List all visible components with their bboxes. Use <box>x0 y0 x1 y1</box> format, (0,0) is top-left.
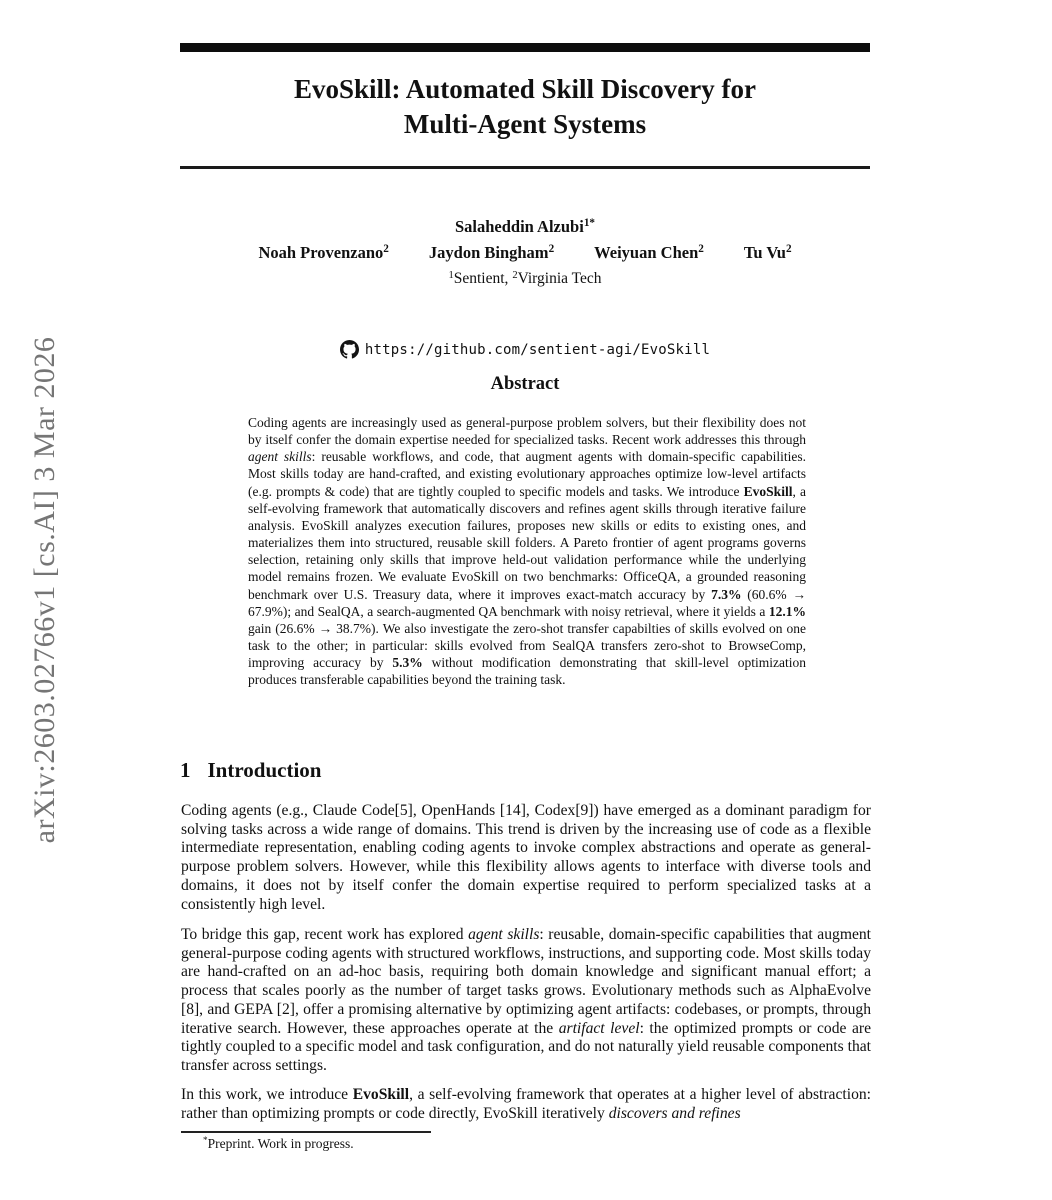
section-heading-introduction <box>180 758 321 783</box>
section-number: 1 <box>180 758 191 782</box>
footnote-rule <box>181 1131 431 1133</box>
intro-paragraph-3: In this work, we introduce EvoSkill, a self-evolving framework that operates at a higher level of abstraction: rather than optimizing prompts or code directly, EvoSkill iteratively discovers and refines <box>181 1086 871 1122</box>
abstract-heading: Abstract <box>490 374 560 394</box>
intro-paragraph-1: Coding agents (e.g., Claude Code[5], OpenHands [14], Codex[9]) have emerged as a dominant paradigm for solving tasks across a wide range of domains. This trend is driven by the increasing use of code as a flexible intermediate representation, enabling coding agents to invoke complex abstractions and operate as general-purpose problem solvers. However, while this flexibility allows agents to interface with diverse tools and domains, it does not by itself confer the domain expertise required to perform specialized tasks at a consistently high level. <box>181 802 871 913</box>
intro-paragraph-2: To bridge this gap, recent work has explored agent skills: reusable, domain-specific capabilities that augment general-purpose coding agents with structured workflows, instructions, and supporting code. Most skills today are hand-crafted on an ad-hoc basis, requiring both domain knowledge and significant manual effort; a process that scales poorly as the number of target tasks grows. Evolutionary methods such as AlphaEvolve [8], and GEPA [2], offer a promising alternative by optimizing agent artifacts: codebases, or prompts, through iterative search. However, these approaches operate at the artifact level: the optimized prompts or code are tightly coupled to a specific model and task configuration, and do not naturally yield reusable components that transfer across settings. <box>181 926 871 1074</box>
affiliation: $^1$Sentient, $^2$Virginia Tech <box>448 269 602 287</box>
github-link[interactable] <box>180 340 870 359</box>
paper-title <box>180 72 870 142</box>
author-name: Weiyuan Chen$^2$ <box>594 243 704 262</box>
paper-title-line2: Multi-Agent Systems <box>403 109 647 139</box>
section-title: Introduction <box>207 758 322 782</box>
github-icon <box>340 340 359 359</box>
author-name-lead: Salaheddin Alzubi$^{1*}$ <box>454 217 596 236</box>
paper-title-line1: EvoSkill: Automated Skill Discovery for <box>293 74 756 104</box>
author-name: Jaydon Bingham$^2$ <box>428 243 555 262</box>
title-rule <box>180 166 870 169</box>
author-name: Tu Vu$^2$ <box>743 243 792 262</box>
author-row <box>180 241 870 267</box>
top-rule <box>180 43 870 52</box>
repo-url: https://github.com/sentient-agi/EvoSkill <box>364 341 711 358</box>
author-block <box>180 215 870 293</box>
footnote: *Preprint. Work in progress. <box>203 1135 354 1151</box>
abstract-text: Coding agents are increasingly used as general-purpose problem solvers, but their flexibility does not by itself confer the domain expertise needed for specialized tasks. Recent work addresses this through agent skills: reusable workflows, and code, that augment agents with domain-specific capabilities. Most skills today are hand-crafted, and existing evolutionary approaches optimize low-level artifacts (e.g. prompts & code) that are tightly coupled to specific models and tasks. We introduce EvoSkill, a self-evolving framework that automatically discovers and refines agent skills through iterative failure analysis. EvoSkill analyzes execution failures, proposes new skills or edits to existing ones, and materializes them into structured, reusable skill folders. A Pareto frontier of agent programs governs selection, retaining only skills that improve held-out validation performance while the underlying model remains frozen. We evaluate EvoSkill on two benchmarks: OfficeQA, a grounded reasoning benchmark over U.S. Treasury data, where it improves exact-match accuracy by 7.3% (60.6% → 67.9%); and SealQA, a search-augmented QA benchmark with noisy retrieval, where it yields a 12.1% gain (26.6% → 38.7%). We also investigate the zero-shot transfer capabilties of skills evolved on one task to the other; in particular: skills evolved from SealQA transfers zero-shot to BrowseComp, improving accuracy by 5.3% without modification demonstrating that skill-level optimization produces transferable capabilities beyond the training task. <box>248 415 806 688</box>
author-name: Noah Provenzano$^2$ <box>258 243 389 262</box>
arxiv-watermark: arXiv:2603.02766v1 [cs.AI] 3 Mar 2026 <box>28 336 61 844</box>
